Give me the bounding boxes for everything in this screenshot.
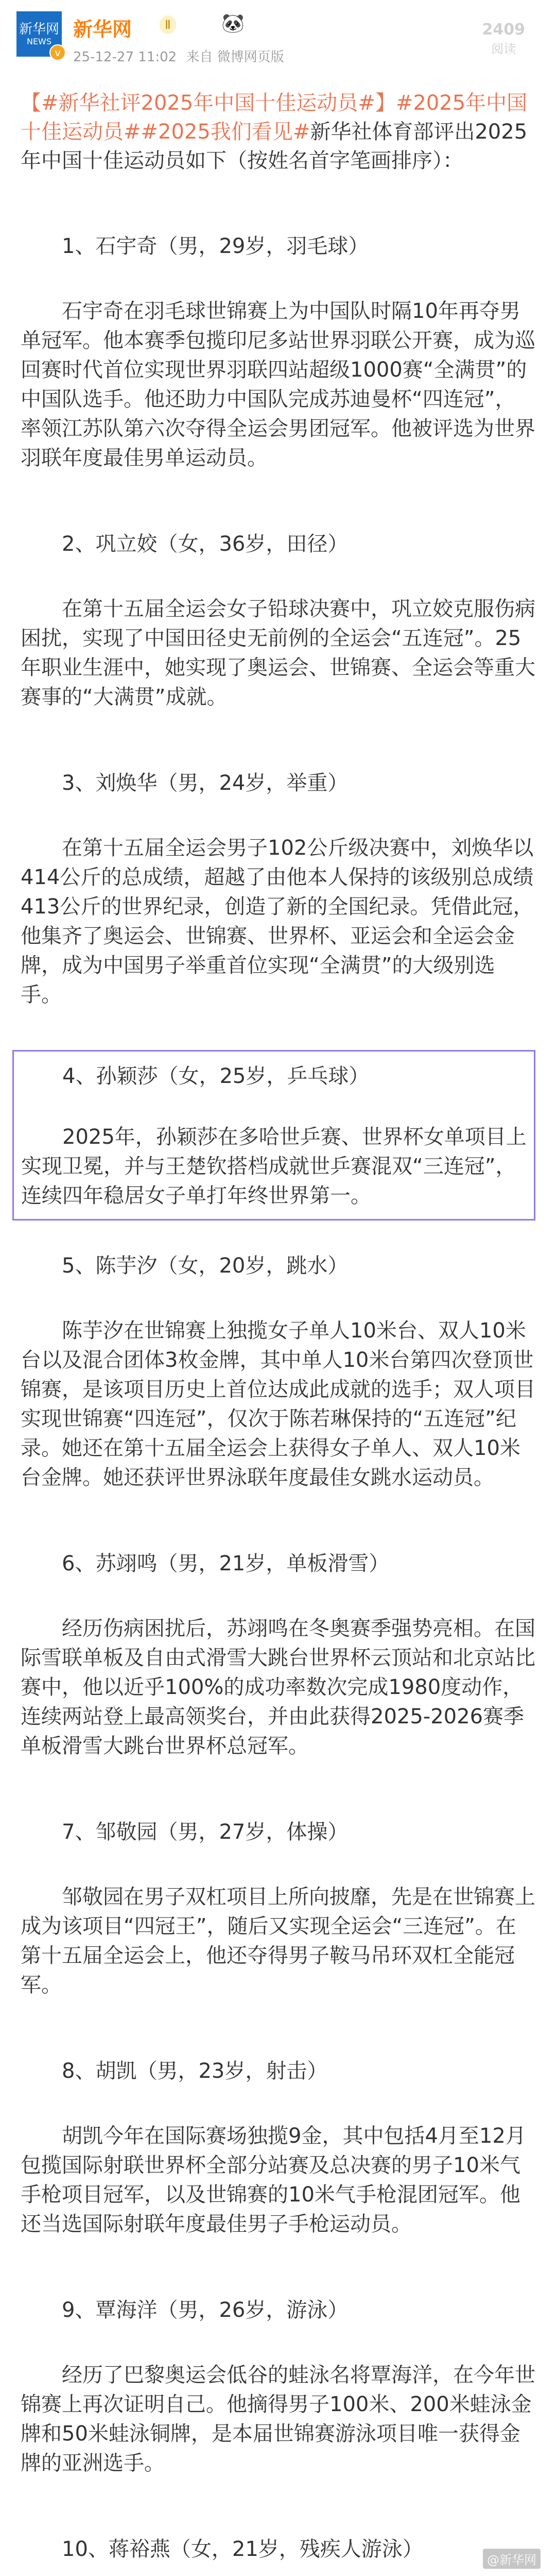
logo-main: 新华网 <box>19 22 59 37</box>
athlete-body: 在第十五届全运会女子铅球决赛中，巩立姣克服伤病困扰，实现了中国田径史无前例的全运会“五连冠”。25年职业生涯中，她实现了奥运会、世锦赛、全运会等重大赛事的“大满贯”成就。 <box>21 597 535 709</box>
athlete-body: 2025年，孙颖莎在多哈世乒赛、世界杯女单项目上实现卫冕，并与王楚钦搭档成就世乒赛混双“三连冠”，连续四年稳居女子单打年终世界第一。 <box>21 1125 527 1208</box>
highlighted-athlete-section <box>12 1050 535 1221</box>
athlete-title: 10、蒋裕燕（女，21岁，残疾人游泳） <box>62 2537 423 2561</box>
athlete-section <box>21 1549 535 1761</box>
hashtag-link[interactable]: #2025年中国十佳运动员# <box>21 91 528 144</box>
athlete-body: 陈芋汐在世锦赛上独揽女子单人10米台、双人10米台以及混合团体3枚金牌，其中单人10米台第四次登顶世锦赛，是该项目历史上首位达成此成就的选手；双人项目实现世锦赛“四连冠”，仅次于陈若琳保持的“五连冠”纪录。她还在第十五届全运会上获得女子单人、双人10米台金牌。她还获评世界泳联年度最佳女跳水运动员。 <box>21 1319 535 1489</box>
logo-sub: NEWS <box>26 37 52 46</box>
athlete-section <box>21 1818 535 2000</box>
verified-icon: v <box>49 44 66 61</box>
intro-paragraph <box>21 89 535 175</box>
athlete-section <box>21 2057 535 2239</box>
athlete-section <box>21 232 535 473</box>
athlete-section <box>21 2296 535 2478</box>
read-count <box>482 21 526 57</box>
athlete-title: 9、覃海洋（男，26岁，游泳） <box>62 2298 349 2322</box>
panda-icon: 🐼 <box>221 13 245 34</box>
author-name[interactable]: 新华网 <box>73 18 132 41</box>
athlete-body: 在第十五届全运会男子102公斤级决赛中，刘焕华以414公斤的总成绩，超越了由他本人保持的该级别总成绩413公斤的世界纪录，创造了新的全国纪录。凭借此冠，他集齐了奥运会、世锦赛、世界杯、亚运会和全运会金牌，成为中国男子举重首位实现“全满贯”的大级别选手。 <box>21 836 534 1007</box>
athlete-title: 5、陈芋汐（女，20岁，跳水） <box>62 1254 349 1278</box>
read-count-label: 阅读 <box>491 42 516 56</box>
hashtag-link[interactable]: 【#新华社评2025年中国十佳运动员#】 <box>21 91 396 115</box>
athlete-section <box>21 769 535 1010</box>
athlete-title: 3、刘焕华（男，24岁，举重） <box>62 771 349 795</box>
athlete-section <box>21 530 535 712</box>
post-meta <box>73 46 289 65</box>
athlete-title: 8、胡凯（男，23岁，射击） <box>62 2059 328 2083</box>
post-content <box>21 89 535 2576</box>
athlete-title: 2、巩立姣（女，36岁，田径） <box>62 532 349 556</box>
watermark: @新华网 <box>483 2549 541 2569</box>
athlete-body: 经历伤病困扰后，苏翊鸣在冬奥赛季强势亮相。在国际雪联单板及自由式滑雪大跳台世界杯云顶站和北京站比赛中，他以近乎100%的成功率数次完成1980度动作，连续两站登上最高领奖台，并由此获得2025-2026赛季单板滑雪大跳台世界杯总冠军。 <box>21 1617 535 1758</box>
athlete-title: 1、石宇奇（男，29岁，羽毛球） <box>62 234 369 258</box>
post-header <box>0 0 556 88</box>
hashtag-link[interactable]: #2025我们看见# <box>141 120 310 144</box>
athlete-title: 7、邹敬园（男，27岁，体操） <box>62 1820 349 1844</box>
athlete-body: 石宇奇在羽毛球世锦赛上为中国队时隔10年再夺男单冠军。他本赛季包揽印尼多站世界羽联公开赛，成为巡回赛时代首位实现世界羽联四站超级1000赛“全满贯”的中国队选手。他还助力中国队完成苏迪曼杯“四连冠”，率领江苏队第六次夺得全运会男团冠军。他被评选为世界羽联年度最佳男单运动员。 <box>21 299 535 470</box>
athlete-title: 6、苏翊鸣（男，21岁，单板滑雪） <box>62 1552 390 1575</box>
post-source: 来自 微博网页版 <box>186 49 284 65</box>
athlete-section <box>21 1251 535 1493</box>
athlete-title: 4、孙颖莎（女，25岁，乒乓球） <box>62 1064 370 1088</box>
athlete-body: 邹敬园在男子双杠项目上所向披靡，先是在世锦赛上成为该项目“四冠王”，随后又实现全运会“三连冠”。在第十五届全运会上，他还夺得男子鞍马吊环双杠全能冠军。 <box>21 1885 535 1997</box>
athlete-body: 经历了巴黎奥运会低谷的蛙泳名将覃海洋，在今年世锦赛上再次证明自己。他摘得男子100米、200米蛙泳金牌和50米蛙泳铜牌，是本届世锦赛游泳项目唯一获得金牌的亚洲选手。 <box>21 2363 535 2475</box>
post-time: 25-12-27 11:02 <box>73 49 177 65</box>
intro-text: 新华社体育部评出2025年中国十佳运动员如下（按姓名首字笔画排序）： <box>21 120 528 173</box>
athlete-body: 胡凯今年在国际赛场独揽9金，其中包括4月至12月包揽国际射联世界杯全部分站赛及总决赛的男子10米气手枪项目冠军，以及世锦赛的10米气手枪混团冠军。他还当选国际射联年度最佳男子手枪运动员。 <box>21 2124 526 2236</box>
athlete-section <box>21 2535 535 2576</box>
level-badge: Ⅱ <box>160 15 176 34</box>
read-count-number: 2409 <box>482 21 525 39</box>
